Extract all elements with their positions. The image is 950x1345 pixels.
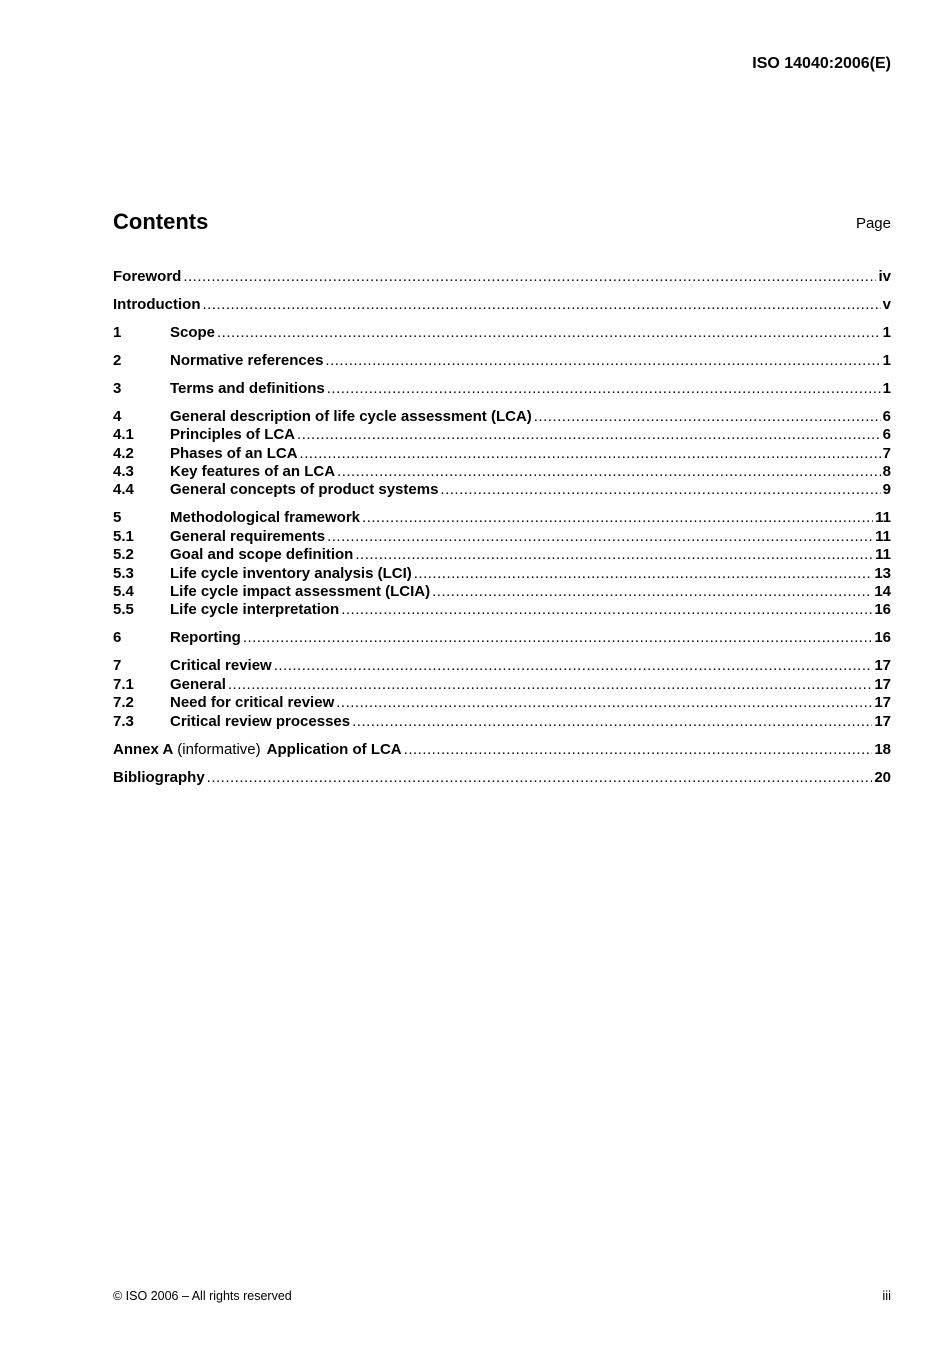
annex-label: Annex A [113,740,174,758]
dot-leader [404,741,873,759]
toc-entry[interactable] [113,629,891,647]
toc-entry[interactable] [113,713,891,731]
dot-leader [440,481,880,499]
dot-leader [202,296,880,314]
entry-number: 4.1 [113,426,134,444]
entry-number: 1 [113,323,122,341]
entry-title: Critical review processes [170,712,351,730]
entry-number: 5.3 [113,564,134,582]
entry-title: Phases of an LCA [170,444,298,462]
entry-number: 7 [113,657,122,675]
annex-title: Application of LCA [266,740,402,758]
dot-leader [432,583,872,601]
entry-title: Life cycle interpretation [170,601,340,619]
toc-entry[interactable] [113,445,891,463]
entry-page: 1 [882,351,891,369]
dot-leader [336,694,872,712]
entry-page: iv [878,268,891,285]
entry-number: 4 [113,407,122,425]
entry-number: 5 [113,509,122,527]
toc-group [113,296,891,314]
toc-group [113,268,891,286]
copyright-notice: © ISO 2006 – All rights reserved [113,1289,292,1303]
entry-page: 11 [875,509,891,527]
dot-leader [325,352,880,370]
entry-number: 7.1 [113,675,134,693]
bibliography-title: Bibliography [113,768,205,786]
entry-title: Introduction [113,295,201,313]
entry-page: 7 [882,444,891,462]
dot-leader [362,509,873,527]
entry-title: Key features of an LCA [170,463,336,481]
annex-page: 18 [874,740,891,758]
dot-leader [228,676,872,694]
entry-title: Critical review [170,657,272,675]
entry-number: 3 [113,379,122,397]
toc-entry[interactable] [113,601,891,619]
entry-title: General [170,675,226,693]
entry-number: 5.4 [113,583,134,601]
toc-group [113,352,891,370]
entry-page: 17 [874,675,891,693]
toc-entry[interactable] [113,676,891,694]
entry-number: 2 [113,351,122,369]
entry-number: 7.3 [113,712,134,730]
toc-entry[interactable] [113,528,891,546]
toc-annex[interactable] [113,741,891,759]
dot-leader [352,713,872,731]
toc-group [113,408,891,500]
entry-page: 17 [874,657,891,675]
entry-number: 5.1 [113,527,134,545]
toc-entry[interactable] [113,565,891,583]
dot-leader [243,629,872,647]
toc-group [113,324,891,342]
entry-title: Foreword [113,268,182,285]
toc-entry[interactable] [113,583,891,601]
entry-number: 4.2 [113,444,134,462]
page-column-label: Page [855,215,891,232]
entry-page: 13 [874,564,891,582]
dot-leader [327,380,881,398]
entry-title: Reporting [170,629,241,647]
entry-page: v [882,295,891,313]
bibliography-page: 20 [874,768,891,786]
entry-title: Life cycle impact assessment (LCIA) [170,583,431,601]
entry-title: General requirements [170,527,326,545]
page-number: iii [882,1288,891,1303]
entry-page: 17 [874,694,891,712]
entry-page: 17 [874,712,891,730]
entry-title: General concepts of product systems [170,481,439,499]
dot-leader [274,657,873,675]
dot-leader [341,601,872,619]
entry-title: Terms and definitions [170,379,325,397]
dot-leader [300,445,881,463]
entry-title: Life cycle inventory analysis (LCI) [170,564,412,582]
dot-leader [217,324,881,342]
toc-group [113,380,891,398]
toc-entry[interactable] [113,546,891,564]
dot-leader [414,565,873,583]
document-id: ISO 14040:2006(E) [752,55,891,72]
toc-group [113,629,891,647]
entry-page: 11 [875,527,891,545]
entry-page: 14 [874,583,891,601]
entry-number: 4.4 [113,481,134,499]
toc-entry[interactable] [113,481,891,499]
entry-title: Need for critical review [170,694,335,712]
toc-entry[interactable] [113,296,891,314]
toc-entry[interactable] [113,657,891,675]
entry-number: 5.2 [113,546,134,564]
dot-leader [297,426,881,444]
dot-leader [534,408,881,426]
toc-entry[interactable] [113,324,891,342]
dot-leader [327,528,873,546]
dot-leader [337,463,881,481]
entry-number: 5.5 [113,601,134,619]
entry-page: 1 [882,323,891,341]
entry-number: 6 [113,629,122,647]
toc-entry[interactable] [113,694,891,712]
entry-title: General description of life cycle assessment (LCA) [170,407,532,425]
toc-entry[interactable] [113,426,891,444]
contents-title: Contents [113,209,209,234]
entry-page: 8 [882,463,891,481]
toc-group [113,509,891,619]
entry-number: 4.3 [113,463,134,481]
entry-title: Goal and scope definition [170,546,354,564]
toc-entry[interactable] [113,268,891,286]
toc-entry[interactable] [113,380,891,398]
entry-title: Principles of LCA [170,426,296,444]
annex-type: (informative) [177,740,261,758]
toc-group [113,657,891,731]
toc-entry[interactable] [113,408,891,426]
entry-number: 7.2 [113,694,134,712]
table-of-contents [113,268,891,797]
toc-entry[interactable] [113,509,891,527]
entry-page: 11 [875,546,891,564]
dot-leader [207,769,873,787]
entry-title: Normative references [170,351,324,369]
entry-page: 1 [882,379,891,397]
entry-page: 6 [882,407,891,425]
toc-entry[interactable] [113,463,891,481]
entry-page: 6 [882,426,891,444]
entry-page: 16 [874,601,891,619]
entry-page: 16 [874,629,891,647]
dot-leader [183,268,876,286]
entry-title: Scope [170,323,216,341]
entry-title: Methodological framework [170,509,361,527]
toc-bibliography[interactable] [113,769,891,787]
entry-page: 9 [882,481,891,499]
dot-leader [355,546,873,564]
toc-entry[interactable] [113,352,891,370]
